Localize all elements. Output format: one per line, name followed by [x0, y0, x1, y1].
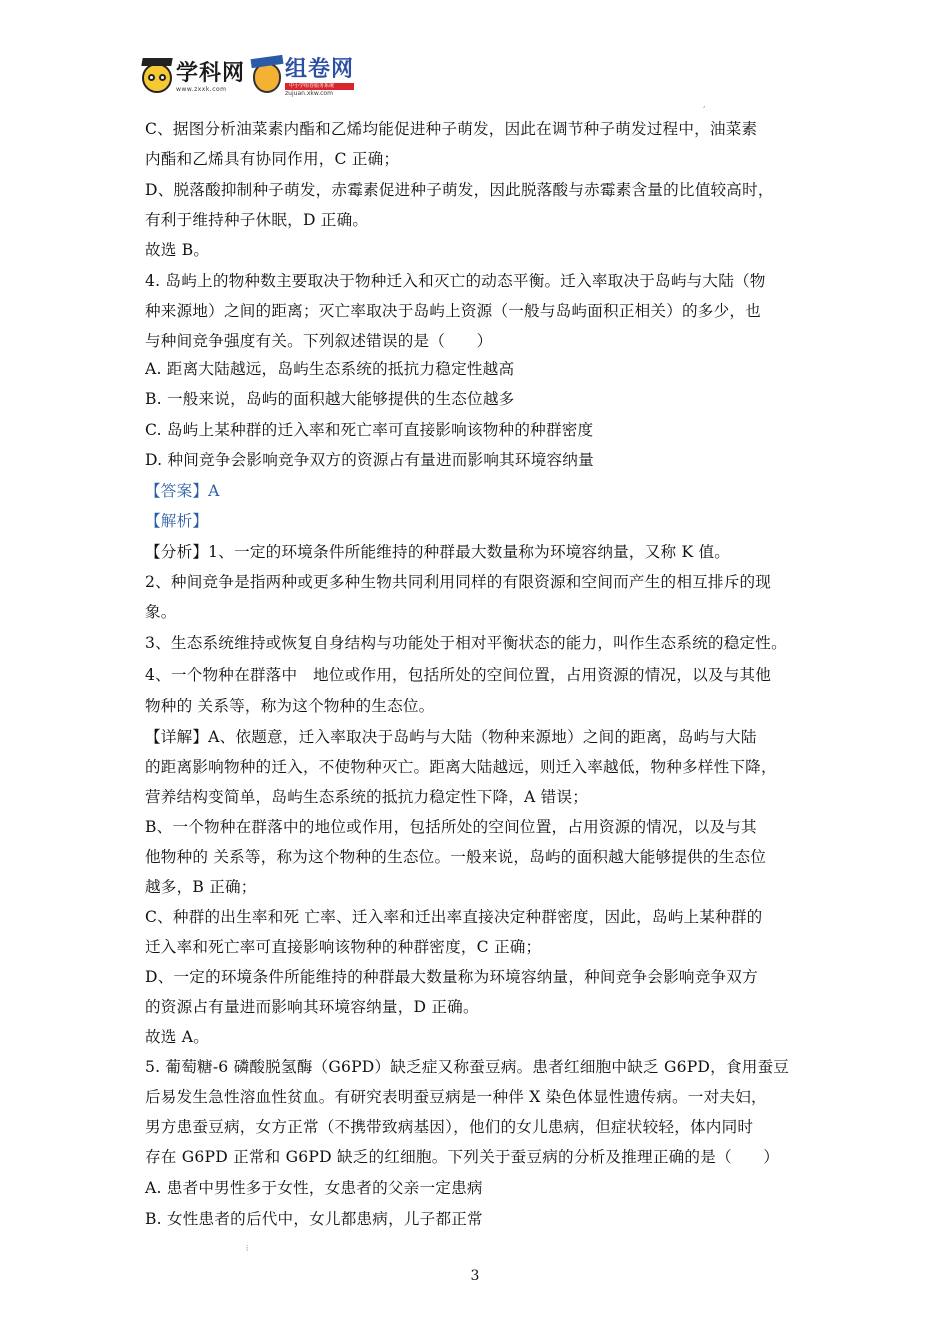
mascot-face-icon — [142, 63, 172, 93]
logo1-name: 学科网 — [176, 61, 246, 86]
text-line: 【分析】1、一定的环境条件所能维持的种群最大数量称为环境容纳量，又称 K 值。 — [145, 543, 731, 561]
option-b: B. 女性患者的后代中，女儿都患病，儿子都正常 — [145, 1210, 483, 1228]
text-line: 物种的 关系等，称为这个物种的生态位。 — [145, 697, 435, 715]
question-4-stem: 种来源地）之间的距离；灭亡率取决于岛屿上资源（一般与岛屿面积正相关）的多少，也 — [145, 302, 761, 320]
analysis-label: 【解析】 — [145, 512, 209, 530]
text-line: 营养结构变简单，岛屿生态系统的抵抗力稳定性下降，A 错误； — [145, 788, 589, 806]
text-line: 有利于维持种子休眠，D 正确。 — [145, 211, 369, 229]
text-line: 他物种的 关系等，称为这个物种的生态位。一般来说，岛屿的面积越大能够提供的生态位 — [145, 848, 767, 866]
text-line: D、一定的环境条件所能维持的种群最大数量称为环境容纳量，种间竞争会影响竞争双方 — [145, 968, 758, 986]
text-line: D、脱落酸抑制种子萌发，赤霉素促进种子萌发，因此脱落酸与赤霉素含量的比值较高时， — [145, 181, 774, 199]
header-logos — [142, 56, 354, 100]
option-a: A. 距离大陆越远，岛屿生态系统的抵抗力稳定性越高 — [145, 360, 515, 378]
text-line: C、据图分析油菜素内酯和乙烯均能促进种子萌发，因此在调节种子萌发过程中，油菜素 — [145, 120, 758, 138]
text-line: 3、生态系统维持或恢复自身结构与功能处于相对平衡状态的能力，叫作生态系统的稳定性。 — [145, 634, 787, 652]
text-line: 故选 B。 — [145, 241, 210, 259]
text-line: 的资源占有量进而影响其环境容纳量，D 正确。 — [145, 998, 479, 1016]
logo2-url: zujuan.xkw.com — [285, 90, 333, 97]
text-line: 【详解】A、依题意，迁入率取决于岛屿与大陆（物种来源地）之间的距离，岛屿与大陆 — [145, 728, 757, 746]
question-5-stem: 后易发生急性溶血性贫血。有研究表明蚕豆病是一种伴 X 染色体显性遗传病。一对夫妇， — [145, 1088, 767, 1106]
scan-mark: ⁞ — [246, 1244, 249, 1253]
text-line: 象。 — [145, 603, 177, 621]
text-line: 故选 A。 — [145, 1028, 209, 1046]
zxxk-logo[interactable] — [142, 63, 245, 93]
zujuan-logo[interactable] — [253, 59, 354, 97]
option-c: C. 岛屿上某种群的迁入率和死亡率可直接影响该物种的种群密度 — [145, 421, 594, 439]
text-line: C、种群的出生率和死 亡率、迁入率和迁出率直接决定种群密度，因此，岛屿上某种群的 — [145, 908, 763, 926]
logo2-name: 组卷网 — [285, 57, 355, 82]
answer-label: 【答案】A — [145, 482, 220, 500]
text-line: 2、种间竞争是指两种或更多种生物共同利用同样的有限资源和空间而产生的相互排斥的现 — [145, 573, 772, 591]
text-line: 越多，B 正确； — [145, 878, 257, 896]
text-line: 4、一个物种在群落中 地位或作用，包括所处的空间位置，占用资源的情况，以及与其他 — [145, 666, 772, 684]
logo1-url: www.zxxk.com — [176, 86, 227, 93]
question-5-stem: 5. 葡萄糖-6 磷酸脱氢酶（G6PD）缺乏症又称蚕豆病。患者红细胞中缺乏 G6PD，食用蚕豆 — [145, 1058, 790, 1076]
text-line: 内酯和乙烯具有协同作用，C 正确； — [145, 150, 400, 168]
question-4-stem: 与种间竞争强度有关。下列叙述错误的是（ ） — [145, 332, 493, 350]
mascot-graduate-icon — [253, 63, 281, 93]
logo2-tagline: 中小学组卷服务系统 — [285, 83, 354, 90]
text-line: 迁入率和死亡率可直接影响该物种的种群密度，C 正确； — [145, 938, 542, 956]
option-d: D. 种间竞争会影响竞争双方的资源占有量进而影响其环境容纳量 — [145, 451, 594, 469]
scan-mark: , — [703, 100, 706, 109]
question-5-stem: 存在 G6PD 正常和 G6PD 缺乏的红细胞。下列关于蚕豆病的分析及推理正确的是（ ） — [145, 1148, 780, 1166]
option-b: B. 一般来说，岛屿的面积越大能够提供的生态位越多 — [145, 390, 515, 408]
text-line: B、一个物种在群落中的地位或作用，包括所处的空间位置，占用资源的情况，以及与其 — [145, 818, 757, 836]
text-line: 的距离影响物种的迁入，不使物种灭亡。距离大陆越远，则迁入率越低，物种多样性下降， — [145, 758, 777, 776]
option-a: A. 患者中男性多于女性，女患者的父亲一定患病 — [145, 1179, 483, 1197]
question-5-stem: 男方患蚕豆病，女方正常（不携带致病基因），他们的女儿患病，但症状较轻，体内同时 — [145, 1118, 754, 1136]
page-number: 3 — [470, 1268, 480, 1284]
question-4-stem: 4. 岛屿上的物种数主要取决于物种迁入和灭亡的动态平衡。迁入率取决于岛屿与大陆（物 — [145, 272, 766, 290]
